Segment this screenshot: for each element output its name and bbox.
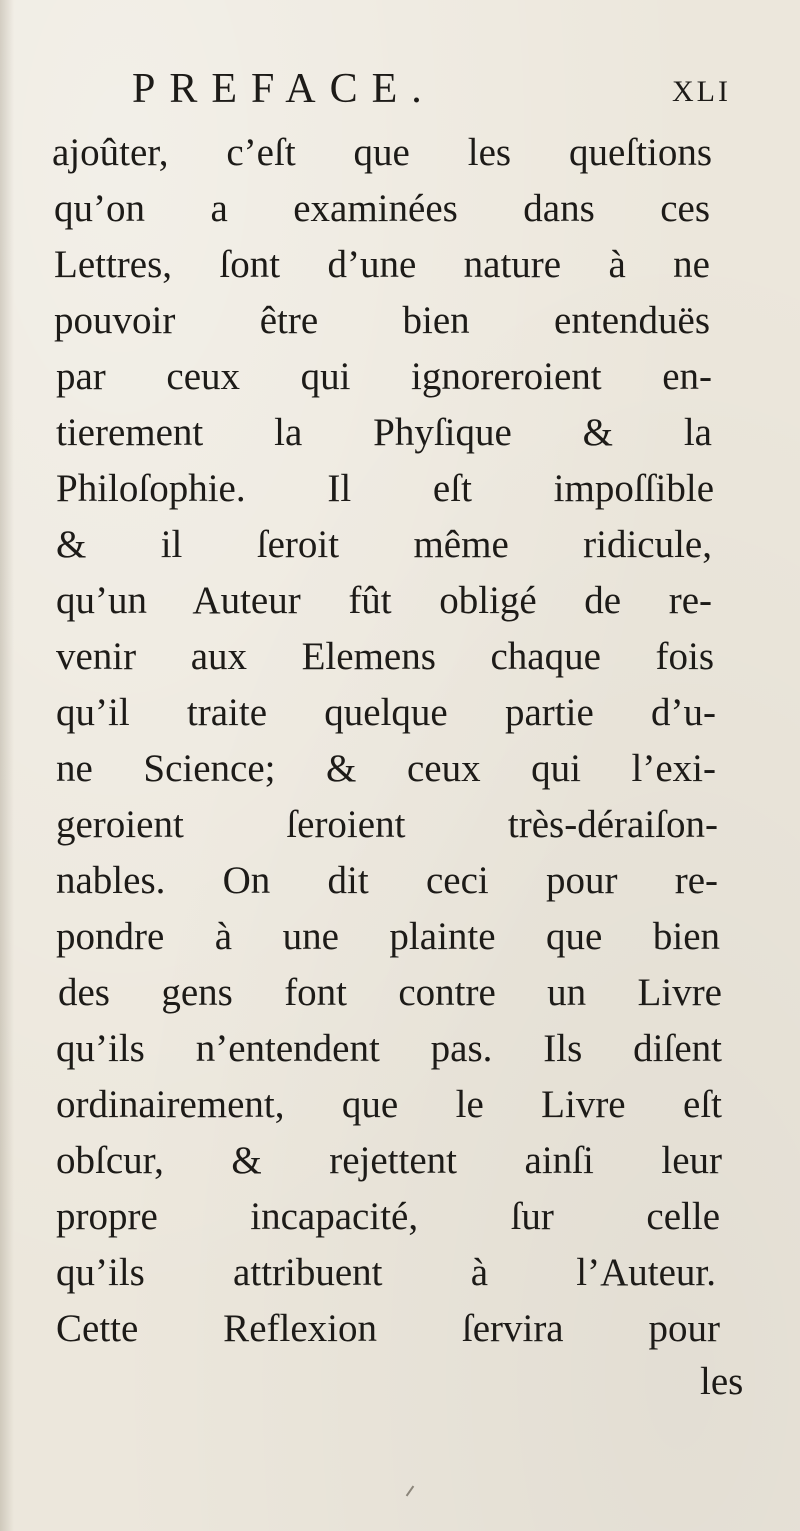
text-line: pondre à une plainte que bien bbox=[56, 915, 720, 958]
text-line: venir aux Elemens chaque fois bbox=[56, 635, 714, 678]
text-line: geroient ſeroient très-déraiſon- bbox=[56, 803, 718, 846]
text-line: nables. On dit ceci pour re- bbox=[56, 859, 718, 902]
text-line: qu’on a examinées dans ces bbox=[54, 187, 710, 230]
text-line: par ceux qui ignoreroient en- bbox=[56, 355, 712, 398]
text-line: Lettres, ſont d’une nature à ne bbox=[54, 243, 710, 286]
text-line: qu’un Auteur fût obligé de re- bbox=[56, 579, 712, 622]
text-line: des gens font contre un Livre bbox=[58, 971, 722, 1014]
text-line: Cette Reflexion ſervira pour bbox=[56, 1307, 720, 1350]
text-line: & il ſeroit même ridicule, bbox=[56, 523, 712, 566]
text-line: ajoûter, c’eſt que les queſtions bbox=[52, 131, 712, 174]
ink-mark bbox=[406, 1486, 415, 1497]
text-line: Philoſophie. Il eſt impoſſible bbox=[56, 467, 714, 510]
text-line: qu’ils attribuent à l’Auteur. bbox=[56, 1251, 716, 1294]
text-line: ne Science; & ceux qui l’exi- bbox=[56, 747, 716, 790]
text-line: tierement la Phyſique & la bbox=[56, 411, 712, 454]
catchword: les bbox=[700, 1360, 744, 1403]
text-line: pouvoir être bien entenduës bbox=[54, 299, 710, 342]
text-line: ordinairement, que le Livre eſt bbox=[56, 1083, 722, 1126]
page-number: XLI bbox=[672, 75, 731, 108]
text-line: qu’ils n’entendent pas. Ils diſent bbox=[56, 1027, 722, 1070]
running-head-title: PREFACE. bbox=[132, 66, 436, 112]
text-line: obſcur, & rejettent ainſi leur bbox=[56, 1139, 722, 1182]
text-line: qu’il traite quelque partie d’u- bbox=[56, 691, 716, 734]
page-gutter-shadow bbox=[0, 0, 14, 1531]
running-head bbox=[0, 64, 800, 124]
text-line: propre incapacité, ſur celle bbox=[56, 1195, 720, 1238]
